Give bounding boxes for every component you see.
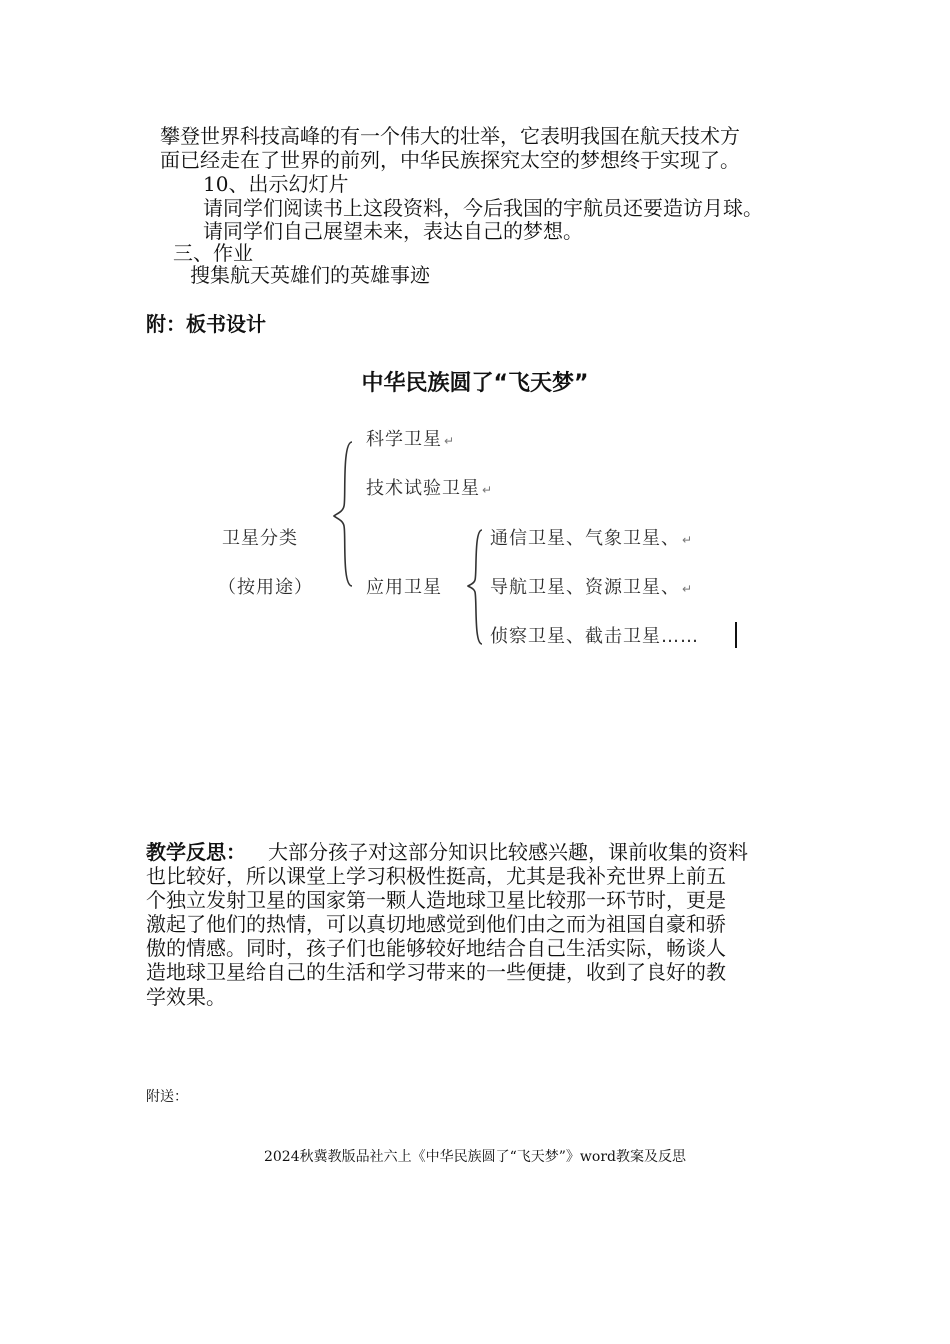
paragraph-line: 攀登世界科技高峰的有一个伟大的壮举，它表明我国在航天技术方 (160, 124, 740, 148)
reflection-line: 傲的情感。同时，孩子们也能够较好地结合自己生活实际，畅谈人 (146, 936, 726, 960)
brace-main (332, 440, 356, 590)
reflection-line: 造地球卫星给自己的生活和学习带来的一些便捷，收到了良好的教 (146, 960, 726, 984)
reflection-label: 教学反思： (146, 840, 246, 864)
paragraph-line: 请同学们自己展望未来，表达自己的梦想。 (203, 219, 583, 243)
reflection-line: 个独立发射卫星的国家第一颗人造地球卫星比较那一环节时，更是 (146, 888, 726, 912)
appendix-footer-title: 2024秋冀教版品社六上《中华民族圆了“飞天梦”》word教案及反思 (263, 1149, 686, 1165)
reflection-line: 学效果。 (146, 985, 226, 1009)
branch-application-satellite: 应用卫星 (366, 577, 442, 598)
branch-science-satellite: 科学卫星 ↵ (366, 429, 456, 450)
sub-recon-interceptor: 侦察卫星、截击卫星…… (490, 626, 699, 647)
board-title: 中华民族圆了“飞天梦” (361, 371, 589, 396)
appendix-label: 附送： (146, 1089, 188, 1105)
board-design-heading: 附：板书设计 (146, 312, 266, 336)
branch-tech-test-satellite: 技术试验卫星 ↵ (366, 478, 494, 499)
sub-communication-weather: 通信卫星、气象卫星、 ↵ (490, 528, 694, 549)
paragraph-line: 面已经走在了世界的前列，中华民族探究太空的梦想终于实现了。 (160, 148, 740, 172)
sub-navigation-resource: 导航卫星、资源卫星、 ↵ (490, 577, 694, 598)
reflection-line: 也比较好，所以课堂上学习积极性挺高，尤其是我补充世界上前五 (146, 864, 726, 888)
root-satellite-classification: 卫星分类 (222, 528, 298, 549)
paragraph-line: 请同学们阅读书上这段资料，今后我国的宇航员还要造访月球。 (203, 196, 763, 220)
reflection-line: 激起了他们的热情，可以真切地感觉到他们由之而为祖国自豪和骄 (146, 912, 726, 936)
text-cursor (735, 622, 737, 648)
homework-text: 搜集航天英雄们的英雄事迹 (190, 263, 430, 287)
brace-application (466, 528, 486, 648)
reflection-line-1: 教学反思： 大部分孩子对这部分知识比较感兴趣，课前收集的资料 (146, 840, 748, 864)
homework-title: 三、作业 (173, 241, 253, 265)
root-by-purpose: （按用途） (218, 577, 313, 598)
step-10-title: 10、出示幻灯片 (203, 172, 349, 196)
